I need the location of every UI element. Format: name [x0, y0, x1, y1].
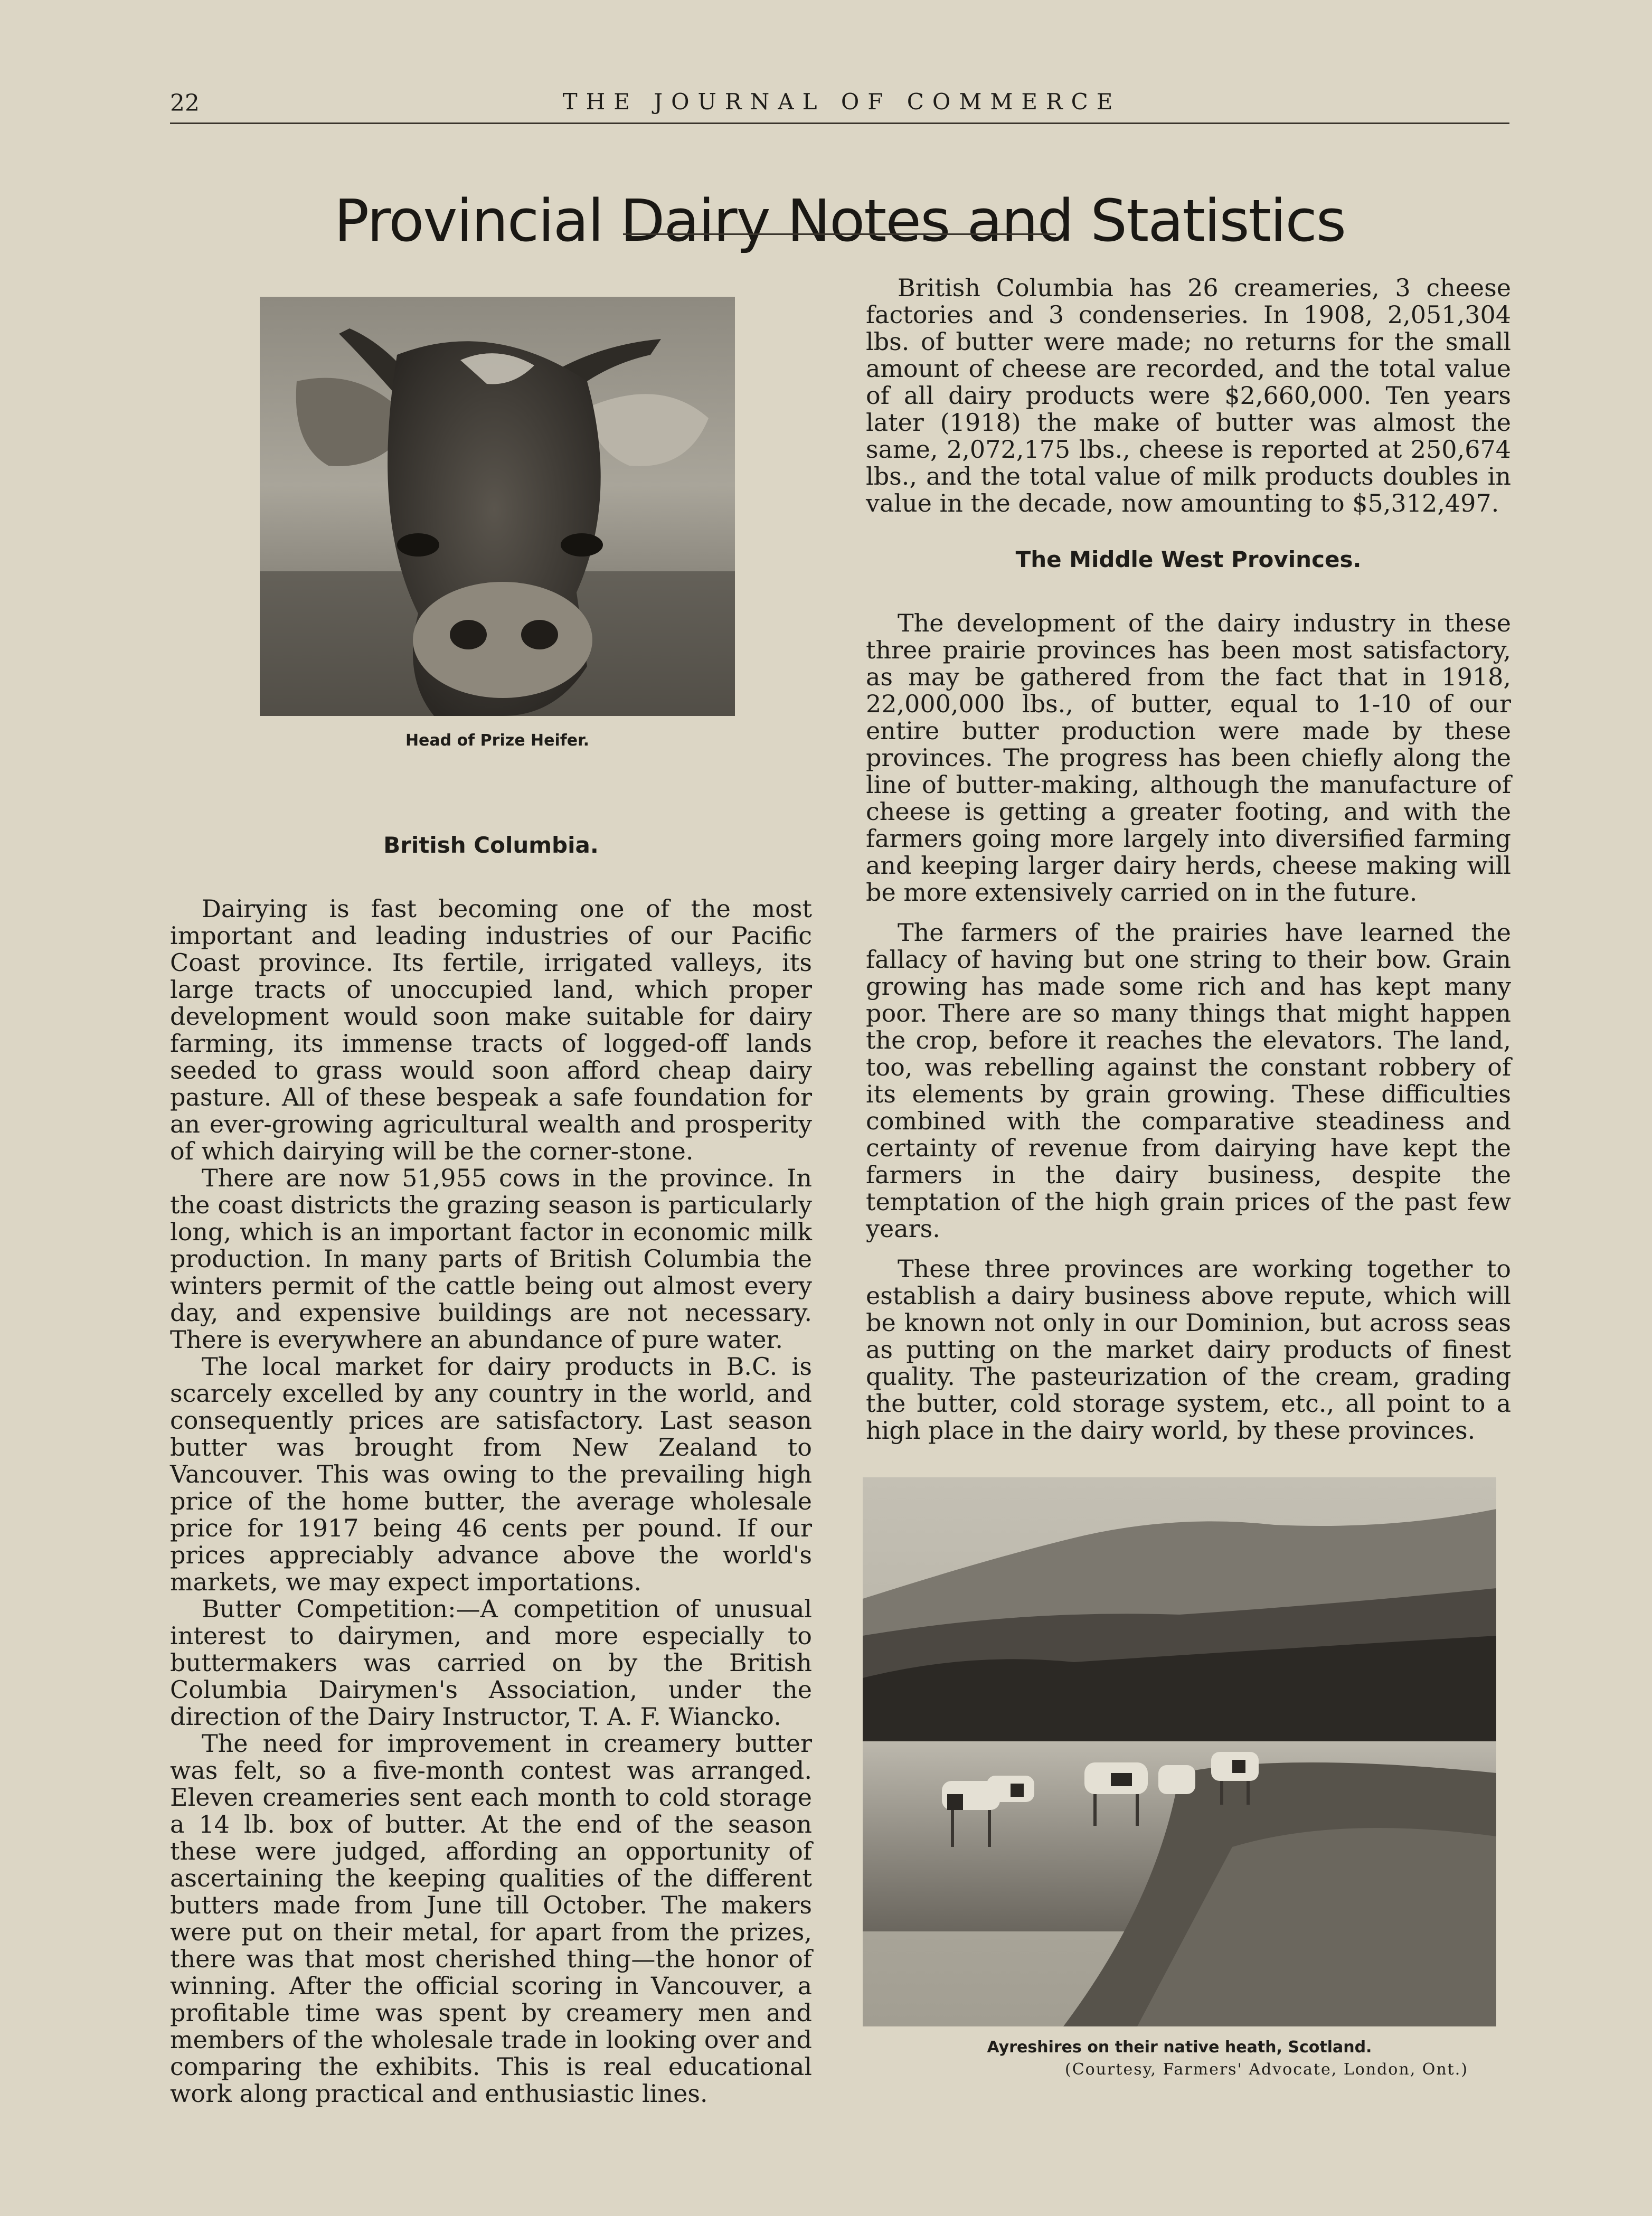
bc-paragraph-3: The local market for dairy products in B.C. is scarcely excelled by any country in the world, and consequently prices are satisfactory. Last season butter was brought from New Zealand to Vancouver. This was owing to the prevailing high price of the home butter, the average wholesale price for 1917 being 46 cents per pound. If our prices appreciably advance above the world's markets, we may expect importations. — [170, 1352, 812, 1596]
prize-heifer-photo — [260, 297, 735, 716]
ayreshires-credit: (Courtesy, Farmers' Advocate, London, Ont.) — [1065, 2060, 1468, 2079]
bc-statistics-paragraph: British Columbia has 26 creameries, 3 cheese factories and 3 condenseries. In 1908, 2,051,304 lbs. of butter were made; no returns for the small amount of cheese are recorded, and the total value of all dairy products were $2,660,000. Ten years later (1918) the make of butter was almost the same, 2,072,175 lbs., cheese is reported at 250,674 lbs., and the total value of milk products doubles in value in the decade, now amounting to $5,312,497. — [866, 274, 1511, 517]
title-rule — [623, 233, 1056, 235]
british-columbia-heading: British Columbia. — [383, 832, 599, 858]
left-column — [170, 832, 812, 2107]
prize-heifer-caption: Head of Prize Heifer. — [405, 731, 590, 750]
right-column — [866, 275, 1511, 1444]
bc-paragraph-1: Dairying is fast becoming one of the most important and leading industries of our Pacific Coast province. Its fertile, irrigated valleys, its large tracts of unoccupied land, which proper development would soon make suitable for dairy farming, its immense tracts of logged-off lands seeded to grass would soon afford cheap dairy pasture. All of these bespeak a safe foundation for an ever-growing agricultural wealth and prosperity of which dairying will be the corner-stone. — [170, 894, 812, 1165]
page-number: 22 — [170, 90, 200, 117]
bc-paragraph-5: The need for improvement in creamery butter was felt, so a five-month contest was arranged. Eleven creameries sent each month to cold storage a 14 lb. box of butter. At the end of the season these were judged, affording an opportunity of ascertaining the keeping qualities of the different butters made from June till October. The makers were put on their metal, for apart from the prizes, there was that most cherished thing—the honor of winning. After the official scoring in Vancouver, a profitable time was spent by creamery men and members of the wholesale trade in looking over and comparing the exhibits. This is real educational work along practical and enthusiastic lines. — [170, 1729, 812, 2108]
ayreshires-photo — [863, 1477, 1496, 2026]
ayreshires-caption: Ayreshires on their native heath, Scotland. — [987, 2038, 1372, 2057]
middle-west-paragraph-2: The farmers of the prairies have learned the fallacy of having but one string to their bow. Grain growing has made some rich and has kept many poor. There are so many things that might happen the crop, before it reaches the elevators. The land, too, was rebelling against the constant robbery of its elements by grain growing. These difficulties combined with the comparative steadiness and certainty of revenue from dairying have kept the farmers in the dairy business, despite the temptation of the high grain prices of the past few years. — [866, 918, 1511, 1243]
bc-paragraph-2: There are now 51,955 cows in the province. In the coast districts the grazing season is particularly long, which is an important factor in economic milk production. In many parts of British Columbia the winters permit of the cattle being out almost every day, and expensive buildings are not necessary. There is everywhere an abundance of pure water. — [170, 1164, 812, 1354]
running-head: THE JOURNAL OF COMMERCE — [562, 89, 1121, 115]
header-rule — [170, 122, 1509, 124]
bc-paragraph-4: Butter Competition:—A competition of unusual interest to dairymen, and more especially to buttermakers was carried on by the British Columbia Dairymen's Association, under the direction of the Dairy Instructor, T. A. F. Wiancko. — [170, 1595, 812, 1731]
middle-west-heading: The Middle West Provinces. — [1015, 546, 1362, 572]
middle-west-paragraph-3: These three provinces are working together to establish a dairy business above repute, which will be known not only in our Dominion, but across seas as putting on the market dairy products of finest quality. The pasteurization of the cream, grading the butter, cold storage system, etc., all point to a high place in the dairy world, by these provinces. — [866, 1255, 1511, 1445]
middle-west-paragraph-1: The development of the dairy industry in these three prairie provinces has been most satisfactory, as may be gathered from the fact that in 1918, 22,000,000 lbs., of butter, equal to 1-10 of our entire butter production were made by these provinces. The progress has been chiefly along the line of butter-making, although the manufacture of cheese is getting a greater footing, and with the farmers going more largely into diversified farming and keeping larger dairy herds, cheese making will be more extensively carried on in the future. — [866, 609, 1511, 907]
article-title: Provincial Dairy Notes and Statistics — [334, 186, 1346, 254]
